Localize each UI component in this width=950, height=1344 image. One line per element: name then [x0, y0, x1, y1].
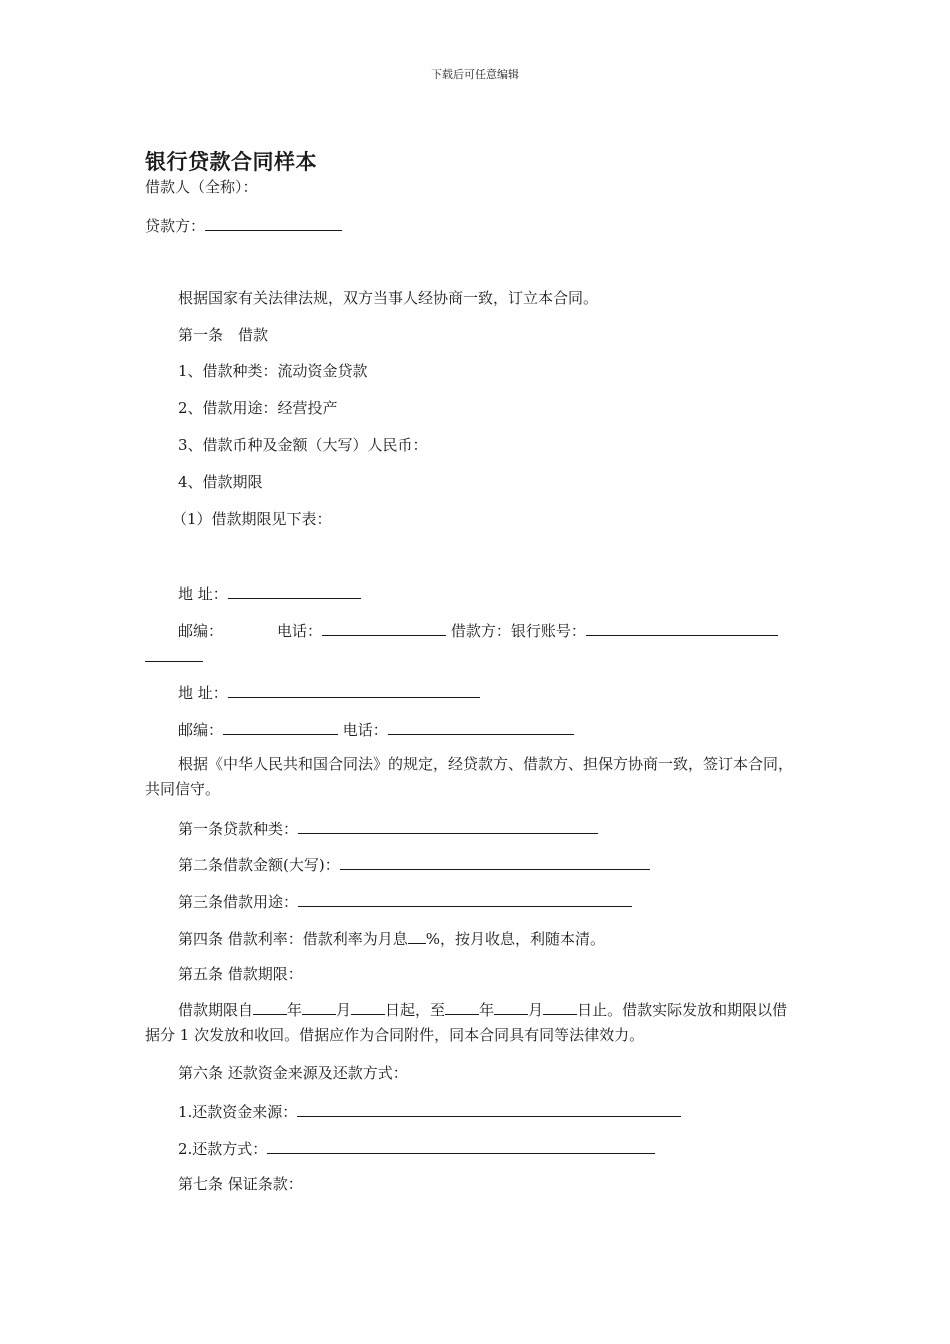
year-to-blank: [445, 998, 479, 1015]
address-line: [178, 582, 361, 604]
clause-1-blank: [298, 817, 598, 834]
clause-3: [178, 890, 632, 912]
address2-blank: [228, 681, 480, 698]
account-blank-tail: [145, 645, 203, 662]
postcode-phone-line: [178, 619, 778, 641]
phone-label: 电话：: [277, 622, 323, 640]
intro-paragraph: 根据国家有关法律法规，双方当事人经协商一致，订立本合同。: [178, 289, 599, 307]
article-1-title: 第一条 借款: [178, 326, 269, 344]
repay-source-blank: [297, 1100, 681, 1117]
period-paragraph: [145, 998, 800, 1048]
page-header: 下载后可任意编辑: [431, 68, 519, 81]
day-from-label: 日起，至: [385, 1001, 446, 1019]
address-blank: [228, 582, 361, 599]
lender-line: [145, 214, 342, 236]
address-label: 地 址：: [178, 585, 228, 603]
repay-method-label: 2.还款方式：: [178, 1140, 268, 1158]
address2-label: 地 址：: [178, 684, 228, 702]
basis-paragraph: 根据《中华人民共和国合同法》的规定，经贷款方、借款方、担保方协商一致，签订本合同，共同信守。: [145, 755, 794, 798]
day-to-blank: [543, 998, 577, 1015]
lender-blank: [205, 214, 342, 231]
account-blank: [586, 619, 778, 636]
month-to-blank: [494, 998, 528, 1015]
postcode2-label: 邮编：: [178, 721, 224, 739]
loan-type-item: 1、借款种类：流动资金贷款: [178, 362, 368, 380]
repay-method: [178, 1137, 655, 1159]
clause-4: [178, 927, 605, 949]
clause-4-suffix: %，按月收息，利随本清。: [425, 930, 606, 948]
clause-3-blank: [298, 890, 632, 907]
year-from-blank: [253, 998, 287, 1015]
repay-source: [178, 1100, 681, 1122]
clause-6: 第六条 还款资金来源及还款方式：: [178, 1064, 408, 1082]
year-from-label: 年: [287, 1001, 303, 1019]
month-to-label: 月: [528, 1001, 544, 1019]
borrower-label: 借款人（全称）：: [145, 178, 258, 196]
postcode2-phone2-line: [178, 718, 574, 740]
clause-1: [178, 817, 598, 839]
clause-5: 第五条 借款期限：: [178, 965, 303, 983]
clause-2-blank: [340, 853, 650, 870]
repay-method-blank: [267, 1137, 655, 1154]
clause-4-label: 第四条 借款利率：借款利率为月息: [178, 930, 408, 948]
month-from-blank: [302, 998, 336, 1015]
postcode2-blank: [223, 718, 338, 735]
loan-term-subitem: （1）借款期限见下表：: [172, 510, 332, 528]
day-to-label: 日止。借款实际发放和期限以借据分 1 次发放和收回。借据应作为合同附件，同本合同具有同等法律效力。: [145, 1001, 788, 1044]
year-to-label: 年: [479, 1001, 495, 1019]
document-title: 银行贷款合同样本: [145, 150, 317, 174]
loan-purpose-item: 2、借款用途：经营投产: [178, 399, 338, 417]
address2-line: [178, 681, 480, 703]
postcode-label: 邮编：: [178, 622, 224, 640]
repay-source-label: 1.还款资金来源：: [178, 1103, 298, 1121]
phone2-blank: [388, 718, 574, 735]
day-from-blank: [351, 998, 385, 1015]
loan-term-item: 4、借款期限: [178, 473, 263, 491]
clause-2-label: 第二条借款金额(大写)：: [178, 856, 340, 874]
phone2-label: 电话：: [342, 721, 388, 739]
loan-currency-item: 3、借款币种及金额（大写）人民币：: [178, 436, 428, 454]
interest-blank: [408, 927, 426, 944]
phone-blank: [322, 619, 446, 636]
lender-label: 贷款方：: [145, 217, 206, 235]
clause-1-label: 第一条贷款种类：: [178, 820, 299, 838]
clause-2: [178, 853, 650, 875]
clause-3-label: 第三条借款用途：: [178, 893, 299, 911]
clause-7: 第七条 保证条款：: [178, 1175, 303, 1193]
borrower-line: [145, 177, 258, 197]
lender-account-label: 借款方：银行账号：: [450, 622, 586, 640]
account-blank-continued: [145, 645, 203, 667]
month-from-label: 月: [336, 1001, 352, 1019]
period-from-label: 借款期限自: [178, 1001, 254, 1019]
